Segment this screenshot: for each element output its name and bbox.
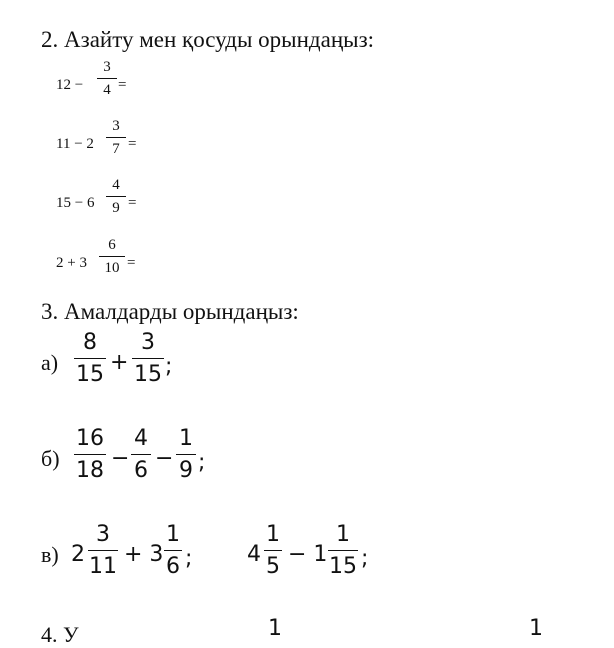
item-label-c: в) xyxy=(41,542,59,567)
plus-operator: + xyxy=(110,350,129,375)
equals-sign: = xyxy=(128,136,137,152)
equals-sign: = xyxy=(118,77,127,93)
expr-lead: 2 + 3 xyxy=(56,255,87,271)
fraction xyxy=(164,523,182,579)
numerator: 8 xyxy=(83,330,97,355)
fraction xyxy=(97,59,117,99)
fraction-bar xyxy=(88,550,118,551)
fraction xyxy=(88,523,118,579)
denominator: 7 xyxy=(112,141,120,157)
equals-sign: = xyxy=(128,195,137,211)
fraction-bar xyxy=(164,550,182,551)
fraction xyxy=(328,523,358,579)
fraction-bar xyxy=(131,454,151,455)
denominator: 5 xyxy=(266,554,280,579)
numerator: 1 xyxy=(266,522,280,547)
fraction-bar xyxy=(328,550,358,551)
fraction xyxy=(106,118,126,158)
expr-lead: 12 − xyxy=(56,77,84,93)
numerator: 4 xyxy=(112,177,120,193)
fraction-bar xyxy=(74,358,106,359)
plus-operator: + 3 xyxy=(124,542,164,567)
whole-number: 2 xyxy=(71,542,85,567)
item-label-a: а) xyxy=(41,350,59,375)
fraction-bar xyxy=(106,196,126,197)
item-label-b: б) xyxy=(41,446,60,471)
fraction-bar xyxy=(106,137,126,138)
semicolon: ; xyxy=(361,546,369,571)
fraction xyxy=(74,331,106,387)
minus-operator: − xyxy=(111,446,130,471)
fraction-bar xyxy=(132,358,164,359)
denominator: 9 xyxy=(112,200,120,216)
fraction xyxy=(132,331,164,387)
numerator: 3 xyxy=(141,330,155,355)
fraction-bar xyxy=(97,78,117,79)
semicolon: ; xyxy=(198,450,206,475)
expr-lead: 11 − 2 xyxy=(56,136,94,152)
minus-operator: − 1 xyxy=(288,542,328,567)
numerator: 1 xyxy=(166,522,180,547)
denominator: 9 xyxy=(179,458,193,483)
fraction-bar xyxy=(74,454,106,455)
fraction xyxy=(99,237,125,277)
denominator: 10 xyxy=(104,260,120,276)
whole-number: 4 xyxy=(247,542,261,567)
denominator: 11 xyxy=(89,554,117,579)
numerator: 1 xyxy=(179,426,193,451)
denominator: 15 xyxy=(329,554,357,579)
denominator: 6 xyxy=(134,458,148,483)
fraction-numerator-partial: 1 xyxy=(529,616,543,641)
fraction xyxy=(176,427,196,483)
denominator: 6 xyxy=(166,554,180,579)
fraction xyxy=(74,427,106,483)
numerator: 3 xyxy=(103,59,111,75)
fraction xyxy=(264,523,282,579)
fraction xyxy=(106,177,126,217)
fraction-numerator-partial: 1 xyxy=(268,616,282,641)
task-2-title: 2. Азайту мен қосуды орындаңыз: xyxy=(41,27,375,52)
numerator: 3 xyxy=(96,522,110,547)
fraction xyxy=(131,427,151,483)
fraction-bar xyxy=(264,550,282,551)
denominator: 4 xyxy=(103,82,111,98)
numerator: 6 xyxy=(108,237,116,253)
minus-operator: − xyxy=(155,446,174,471)
fraction-bar xyxy=(176,454,196,455)
numerator: 3 xyxy=(112,118,120,134)
task-4-title-partial: 4. У xyxy=(41,622,79,647)
fraction-bar xyxy=(99,256,125,257)
numerator: 1 xyxy=(336,522,350,547)
equals-sign: = xyxy=(127,255,136,271)
numerator: 16 xyxy=(76,426,104,451)
semicolon: ; xyxy=(185,546,193,571)
numerator: 4 xyxy=(134,426,148,451)
denominator: 15 xyxy=(134,362,162,387)
denominator: 15 xyxy=(76,362,104,387)
task-3-title: 3. Амалдарды орындаңыз: xyxy=(41,299,299,324)
expr-lead: 15 − 6 xyxy=(56,195,95,211)
denominator: 18 xyxy=(76,458,104,483)
semicolon: ; xyxy=(165,354,173,379)
